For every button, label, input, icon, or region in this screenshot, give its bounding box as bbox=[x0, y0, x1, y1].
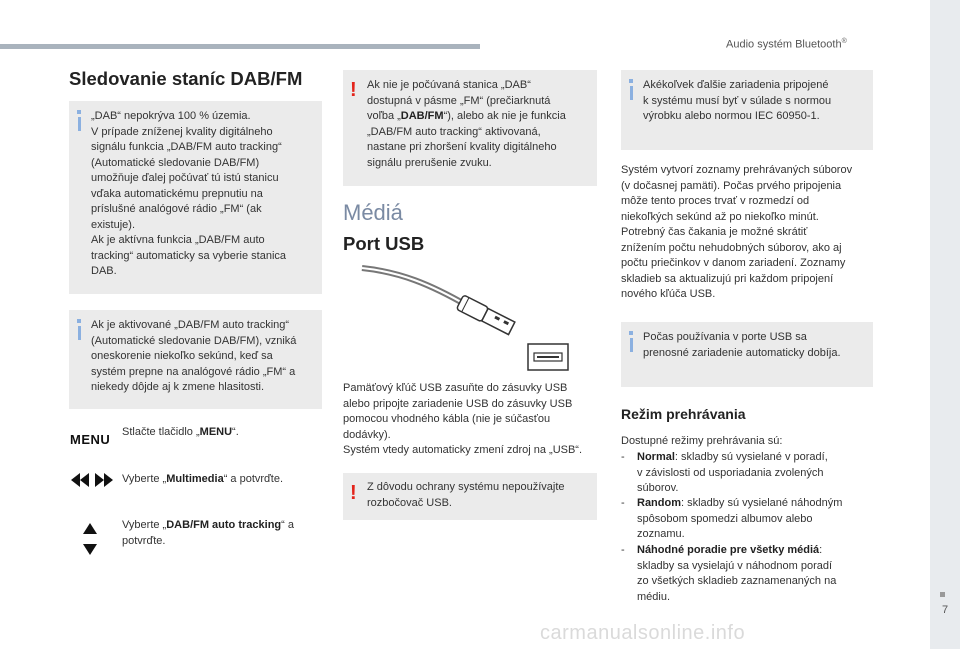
usb-plug-icon bbox=[360, 262, 572, 374]
page-number: 7 bbox=[941, 604, 949, 616]
step-select-dab-fm: Vyberte „DAB/FM auto tracking“ a potvrďte. bbox=[122, 519, 294, 547]
list-item-random-all: - Náhodné poradie pre všetky médiá: skladby sa vysielajú v náhodnom poradí zo všetkých skladieb zaznamenaných na médiu. bbox=[621, 544, 837, 603]
arrows-up-down-icon bbox=[83, 523, 97, 555]
info-box-iec-standard: Akékoľvek ďalšie zariadenia pripojené k systému musí byť v súlade s normou výrobku alebo normou IEC 60950-1. bbox=[621, 70, 873, 150]
info-box-usb-charging: Počas používania v porte USB sa prenosné zariadenie automaticky dobíja. bbox=[621, 322, 873, 387]
menu-button-label: MENU bbox=[70, 432, 111, 447]
section-title-media: Médiá bbox=[343, 200, 403, 225]
info-box-auto-tracking-delay: Ak je aktivované „DAB/FM auto tracking“ (Automatické sledovanie DAB/FM), vzniká oneskorenie niekoľko sekúnd, keď sa systém prepne na analógové rádio „FM“ a niekedy dôjde aj k zmene hlasitosti. bbox=[69, 310, 322, 409]
warning-icon: ! bbox=[350, 482, 357, 504]
section-heading-dab-fm: Sledovanie staníc DAB/FM bbox=[69, 68, 303, 89]
arrows-left-right-icon bbox=[71, 473, 113, 487]
page-dot bbox=[940, 592, 945, 597]
info-box-dab-coverage: „DAB“ nepokrýva 100 % územia. V prípade zníženej kvality digitálneho signálu funkcia „DAB/FM auto tracking“ (Automatické sledovanie DAB/FM) umožňuje ďalej počúvať tú istú stanicu vďaka automatickému prepnutiu na príslušné analógové rádio „FM“ (ak existuje). Ak je aktívna funkcia „DAB/FM auto tracking“ automaticky sa vyberie stanica DAB. bbox=[69, 101, 322, 294]
list-item-random: - Random: skladby sú vysielané náhodným spôsobom spomedzi albumov alebo zoznamu. bbox=[621, 497, 843, 540]
page-header-title: Audio systém Bluetooth® bbox=[726, 38, 847, 51]
warning-box-no-dab: ! Ak nie je počúvaná stanica „DAB“ dostupná v pásme „FM“ (prečiarknutá voľba „DAB/FM“), alebo ak nie je funkcia „DAB/FM auto tracking“ aktivovaná, nastane pri zhoršení kvality digitálneho signálu prerušenie zvuku. bbox=[343, 70, 597, 186]
step-press-menu: Stlačte tlačidlo „MENU“. bbox=[122, 426, 239, 438]
watermark: carmanualsonline.info bbox=[540, 622, 746, 644]
list-item-normal: - Normal: skladby sú vysielané v poradí, v závislosti od usporiadania zvolených súborov. bbox=[621, 451, 828, 494]
step-select-multimedia: Vyberte „Multimedia“ a potvrďte. bbox=[122, 473, 284, 485]
subsection-title-usb: Port USB bbox=[343, 233, 425, 254]
warning-box-usb-hub: ! Z dôvodu ochrany systému nepoužívajte rozbočovač USB. bbox=[343, 473, 597, 520]
usb-instructions: Pamäťový kľúč USB zasuňte do zásuvky USB alebo pripojte zariadenie USB do zásuvky USB pomocou vhodného kábla (nie je súčasťou dodávky). Systém vtedy automaticky zmení zdroj na „USB“. bbox=[343, 382, 583, 456]
header-rule bbox=[0, 44, 480, 49]
playlist-paragraph: Systém vytvorí zoznamy prehrávaných súborov (v dočasnej pamäti). Počas prvého pripojenia môže tento proces trvať v rozmedzí od niekoľkých sekúnd až po niekoľko minút. Potrebný čas čakania je možné skrátiť znížením počtu nehudobných súborov, ako aj počtu priečinkov v danom zariadení. Zoznamy skladieb sa aktualizujú pri každom pripojení nového kľúča USB. bbox=[621, 164, 853, 300]
playback-mode-intro: Dostupné režimy prehrávania sú: bbox=[621, 435, 783, 447]
page-sidebar bbox=[930, 0, 960, 649]
warning-icon: ! bbox=[350, 79, 357, 101]
playback-mode-heading: Režim prehrávania bbox=[621, 406, 746, 422]
